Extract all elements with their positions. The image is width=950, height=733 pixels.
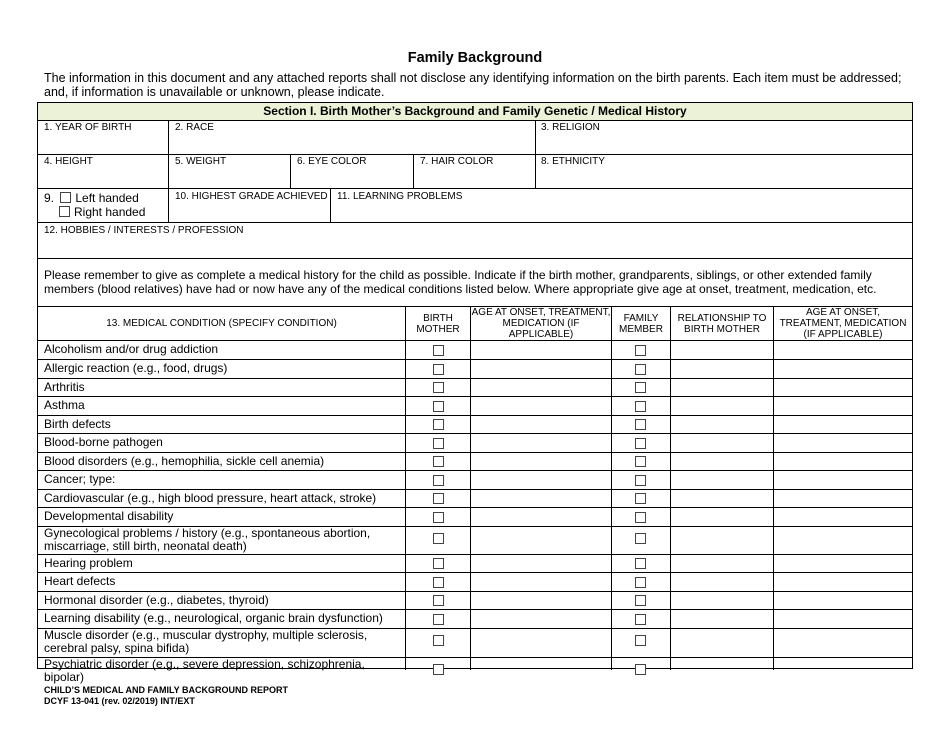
condition-label: Allergic reaction (e.g., food, drugs): [44, 361, 228, 375]
relationship-column-header: RELATIONSHIP TO BIRTH MOTHER: [677, 312, 767, 335]
ethnicity-label: 8. ETHNICITY: [541, 156, 605, 167]
family-member-checkbox[interactable]: [635, 401, 646, 412]
family-age-onset-cell[interactable]: [774, 434, 912, 452]
age-onset-cell[interactable]: [471, 341, 611, 359]
family-member-checkbox[interactable]: [635, 419, 646, 430]
table-row: [38, 573, 912, 591]
condition-label: Blood-borne pathogen: [44, 435, 163, 449]
age-onset-cell[interactable]: [471, 573, 611, 591]
family-member-checkbox[interactable]: [635, 595, 646, 606]
condition-label: Blood disorders (e.g., hemophilia, sickle cell anemia): [44, 454, 325, 468]
family-member-checkbox[interactable]: [635, 438, 646, 449]
learning-problems-field[interactable]: [331, 189, 912, 222]
table-row: [38, 341, 912, 359]
birth-mother-checkbox[interactable]: [433, 664, 444, 675]
relationship-cell[interactable]: [671, 592, 773, 609]
family-member-checkbox[interactable]: [635, 345, 646, 356]
relationship-cell[interactable]: [671, 416, 773, 433]
condition-label: Psychiatric disorder (e.g., severe depression, schizophrenia, bipolar): [44, 657, 365, 684]
highest-grade-field[interactable]: [169, 189, 330, 222]
family-age-onset-cell[interactable]: [774, 610, 912, 628]
family-member-checkbox[interactable]: [635, 577, 646, 588]
birth-mother-checkbox[interactable]: [433, 475, 444, 486]
table-row: [38, 360, 912, 378]
report-name: CHILD’S MEDICAL AND FAMILY BACKGROUND REPORT: [44, 685, 289, 695]
height-field[interactable]: [38, 155, 168, 188]
birth-mother-checkbox[interactable]: [433, 456, 444, 467]
birth-mother-column-header: BIRTH MOTHER: [416, 312, 460, 335]
family-age-onset-cell[interactable]: [774, 555, 912, 572]
age-onset-cell[interactable]: [471, 453, 611, 470]
right-handed-checkbox[interactable]: [59, 206, 70, 217]
right-handed-label: Right handed: [74, 205, 146, 219]
relationship-cell[interactable]: [671, 527, 773, 554]
condition-label: Alcoholism and/or drug addiction: [44, 342, 219, 356]
left-handed-checkbox[interactable]: [60, 192, 71, 203]
relationship-cell[interactable]: [671, 434, 773, 452]
hobbies-label: 12. HOBBIES / INTERESTS / PROFESSION: [44, 225, 244, 236]
hair-color-field[interactable]: [414, 155, 535, 188]
relationship-cell[interactable]: [671, 658, 773, 685]
relationship-cell[interactable]: [671, 555, 773, 572]
condition-label: Hearing problem: [44, 556, 133, 570]
relationship-cell[interactable]: [671, 629, 773, 657]
hair-color-label: 7. HAIR COLOR: [420, 156, 494, 167]
family-age-onset-cell[interactable]: [774, 490, 912, 507]
birth-mother-checkbox[interactable]: [433, 438, 444, 449]
divider: [290, 154, 291, 188]
condition-label: Cancer; type:: [44, 472, 116, 486]
family-member-checkbox[interactable]: [635, 456, 646, 467]
family-age-onset-cell[interactable]: [774, 658, 912, 685]
family-member-column-header: FAMILY MEMBER: [619, 312, 663, 335]
relationship-cell[interactable]: [671, 341, 773, 359]
birth-mother-checkbox[interactable]: [433, 382, 444, 393]
age-onset-cell[interactable]: [471, 490, 611, 507]
family-age-onset-cell[interactable]: [774, 416, 912, 433]
relationship-cell[interactable]: [671, 471, 773, 489]
birth-mother-checkbox[interactable]: [433, 401, 444, 412]
birth-mother-checkbox[interactable]: [433, 614, 444, 625]
family-age-onset-column-header: AGE AT ONSET, TREATMENT, MEDICATION (IF APPLICABLE): [779, 307, 907, 340]
table-row: [38, 397, 912, 415]
age-onset-cell[interactable]: [471, 658, 611, 685]
condition-column-header: 13. MEDICAL CONDITION (SPECIFY CONDITION): [106, 318, 337, 329]
condition-label: Developmental disability: [44, 509, 174, 523]
form-footer: [44, 685, 288, 707]
relationship-cell[interactable]: [671, 453, 773, 470]
race-field[interactable]: [169, 121, 535, 154]
birth-mother-checkbox[interactable]: [433, 419, 444, 430]
relationship-cell[interactable]: [671, 360, 773, 378]
condition-label: Learning disability (e.g., neurological, organic brain dysfunction): [44, 611, 383, 625]
birth-mother-checkbox[interactable]: [433, 345, 444, 356]
age-onset-cell[interactable]: [471, 471, 611, 489]
form-section-1: [37, 102, 913, 684]
age-onset-cell[interactable]: [471, 610, 611, 628]
condition-label: Cardiovascular (e.g., high blood pressure, heart attack, stroke): [44, 491, 377, 505]
family-member-checkbox[interactable]: [635, 493, 646, 504]
race-label: 2. RACE: [175, 122, 214, 133]
table-row: [38, 453, 912, 470]
age-onset-cell[interactable]: [471, 360, 611, 378]
divider: [168, 188, 169, 222]
age-onset-cell[interactable]: [471, 527, 611, 554]
year-of-birth-field[interactable]: [38, 121, 168, 154]
table-row: [38, 629, 912, 657]
condition-label: Heart defects: [44, 574, 116, 588]
intro-text: The information in this document and any attached reports shall not disclose any identifying information on the birth parents. Each item must be addressed; and, if information is unavailable or unknown, please indicate.: [44, 71, 902, 99]
table-row: [38, 379, 912, 396]
religion-label: 3. RELIGION: [541, 122, 600, 133]
relationship-cell[interactable]: [671, 573, 773, 591]
handedness-number: 9.: [44, 191, 55, 205]
family-member-checkbox[interactable]: [635, 558, 646, 569]
condition-label: Arthritis: [44, 380, 85, 394]
religion-field[interactable]: [536, 121, 912, 154]
condition-label: Asthma: [44, 398, 85, 412]
handedness-group: [44, 191, 145, 219]
table-row: [38, 508, 912, 526]
relationship-cell[interactable]: [671, 508, 773, 526]
family-member-checkbox[interactable]: [635, 475, 646, 486]
age-onset-cell[interactable]: [471, 379, 611, 396]
age-onset-cell[interactable]: [471, 397, 611, 415]
relationship-cell[interactable]: [671, 379, 773, 396]
family-member-checkbox[interactable]: [635, 533, 646, 544]
relationship-cell[interactable]: [671, 610, 773, 628]
weight-field[interactable]: [169, 155, 290, 188]
birth-mother-checkbox[interactable]: [433, 558, 444, 569]
condition-label: Hormonal disorder (e.g., diabetes, thyroid): [44, 593, 269, 607]
left-handed-label: Left handed: [75, 191, 139, 205]
eye-color-label: 6. EYE COLOR: [297, 156, 367, 167]
condition-label: Birth defects: [44, 417, 111, 431]
relationship-cell[interactable]: [671, 490, 773, 507]
divider: [38, 258, 912, 259]
relationship-cell[interactable]: [671, 397, 773, 415]
family-member-checkbox[interactable]: [635, 614, 646, 625]
year-of-birth-label: 1. YEAR OF BIRTH: [44, 122, 132, 133]
age-onset-cell[interactable]: [471, 592, 611, 609]
highest-grade-label: 10. HIGHEST GRADE ACHIEVED: [175, 191, 328, 202]
table-row: [38, 610, 912, 628]
table-row: [38, 658, 912, 685]
age-onset-cell[interactable]: [471, 416, 611, 433]
learning-problems-label: 11. LEARNING PROBLEMS: [337, 191, 463, 202]
family-member-checkbox[interactable]: [635, 382, 646, 393]
family-age-onset-cell[interactable]: [774, 592, 912, 609]
age-onset-cell[interactable]: [471, 629, 611, 657]
weight-label: 5. WEIGHT: [175, 156, 227, 167]
page-title: Family Background: [407, 50, 543, 66]
table-row: [38, 471, 912, 489]
family-age-onset-cell[interactable]: [774, 573, 912, 591]
age-onset-cell[interactable]: [471, 508, 611, 526]
family-age-onset-cell[interactable]: [774, 379, 912, 396]
birth-mother-checkbox[interactable]: [433, 595, 444, 606]
table-row: [38, 527, 912, 554]
family-age-onset-cell[interactable]: [774, 341, 912, 359]
table-row: [38, 592, 912, 609]
table-row: [38, 555, 912, 572]
family-age-onset-cell[interactable]: [774, 527, 912, 554]
family-age-onset-cell[interactable]: [774, 471, 912, 489]
birth-mother-checkbox[interactable]: [433, 512, 444, 523]
family-member-checkbox[interactable]: [635, 664, 646, 675]
height-label: 4. HEIGHT: [44, 156, 93, 167]
hobbies-field[interactable]: [38, 223, 912, 258]
table-row: [38, 434, 912, 452]
family-age-onset-cell[interactable]: [774, 397, 912, 415]
condition-label: Muscle disorder (e.g., muscular dystrophy, multiple sclerosis, cerebral palsy, spina bifida): [44, 628, 368, 655]
divider: [330, 188, 331, 222]
age-onset-cell[interactable]: [471, 555, 611, 572]
birth-mother-checkbox[interactable]: [433, 577, 444, 588]
birth-mother-checkbox[interactable]: [433, 533, 444, 544]
family-age-onset-cell[interactable]: [774, 629, 912, 657]
family-member-checkbox[interactable]: [635, 364, 646, 375]
birth-mother-checkbox[interactable]: [433, 364, 444, 375]
birth-mother-checkbox[interactable]: [433, 493, 444, 504]
ethnicity-field[interactable]: [536, 155, 912, 188]
family-member-checkbox[interactable]: [635, 635, 646, 646]
table-row: [38, 416, 912, 433]
age-onset-cell[interactable]: [471, 434, 611, 452]
family-age-onset-cell[interactable]: [774, 453, 912, 470]
eye-color-field[interactable]: [291, 155, 413, 188]
birth-mother-checkbox[interactable]: [433, 635, 444, 646]
family-age-onset-cell[interactable]: [774, 508, 912, 526]
medical-history-note: Please remember to give as complete a medical history for the child as possible. Indicate if the birth mother, grandparents, siblings, or other extended family members (blood relatives) have had or now have any of the medical conditions listed below. Where appropriate give age at onset, treatment, medication, etc.: [44, 268, 877, 296]
family-member-checkbox[interactable]: [635, 512, 646, 523]
section-header: Section I. Birth Mother’s Background and Family Genetic / Medical History: [38, 103, 912, 120]
condition-label: Gynecological problems / history (e.g., spontaneous abortion, miscarriage, still birth, neonatal death): [44, 526, 371, 553]
form-number: DCYF 13-041 (rev. 02/2019) INT/EXT: [44, 696, 195, 706]
table-row: [38, 490, 912, 507]
divider: [413, 154, 414, 188]
age-onset-column-header: AGE AT ONSET, TREATMENT, MEDICATION (IF APPLICABLE): [471, 307, 611, 340]
family-age-onset-cell[interactable]: [774, 360, 912, 378]
